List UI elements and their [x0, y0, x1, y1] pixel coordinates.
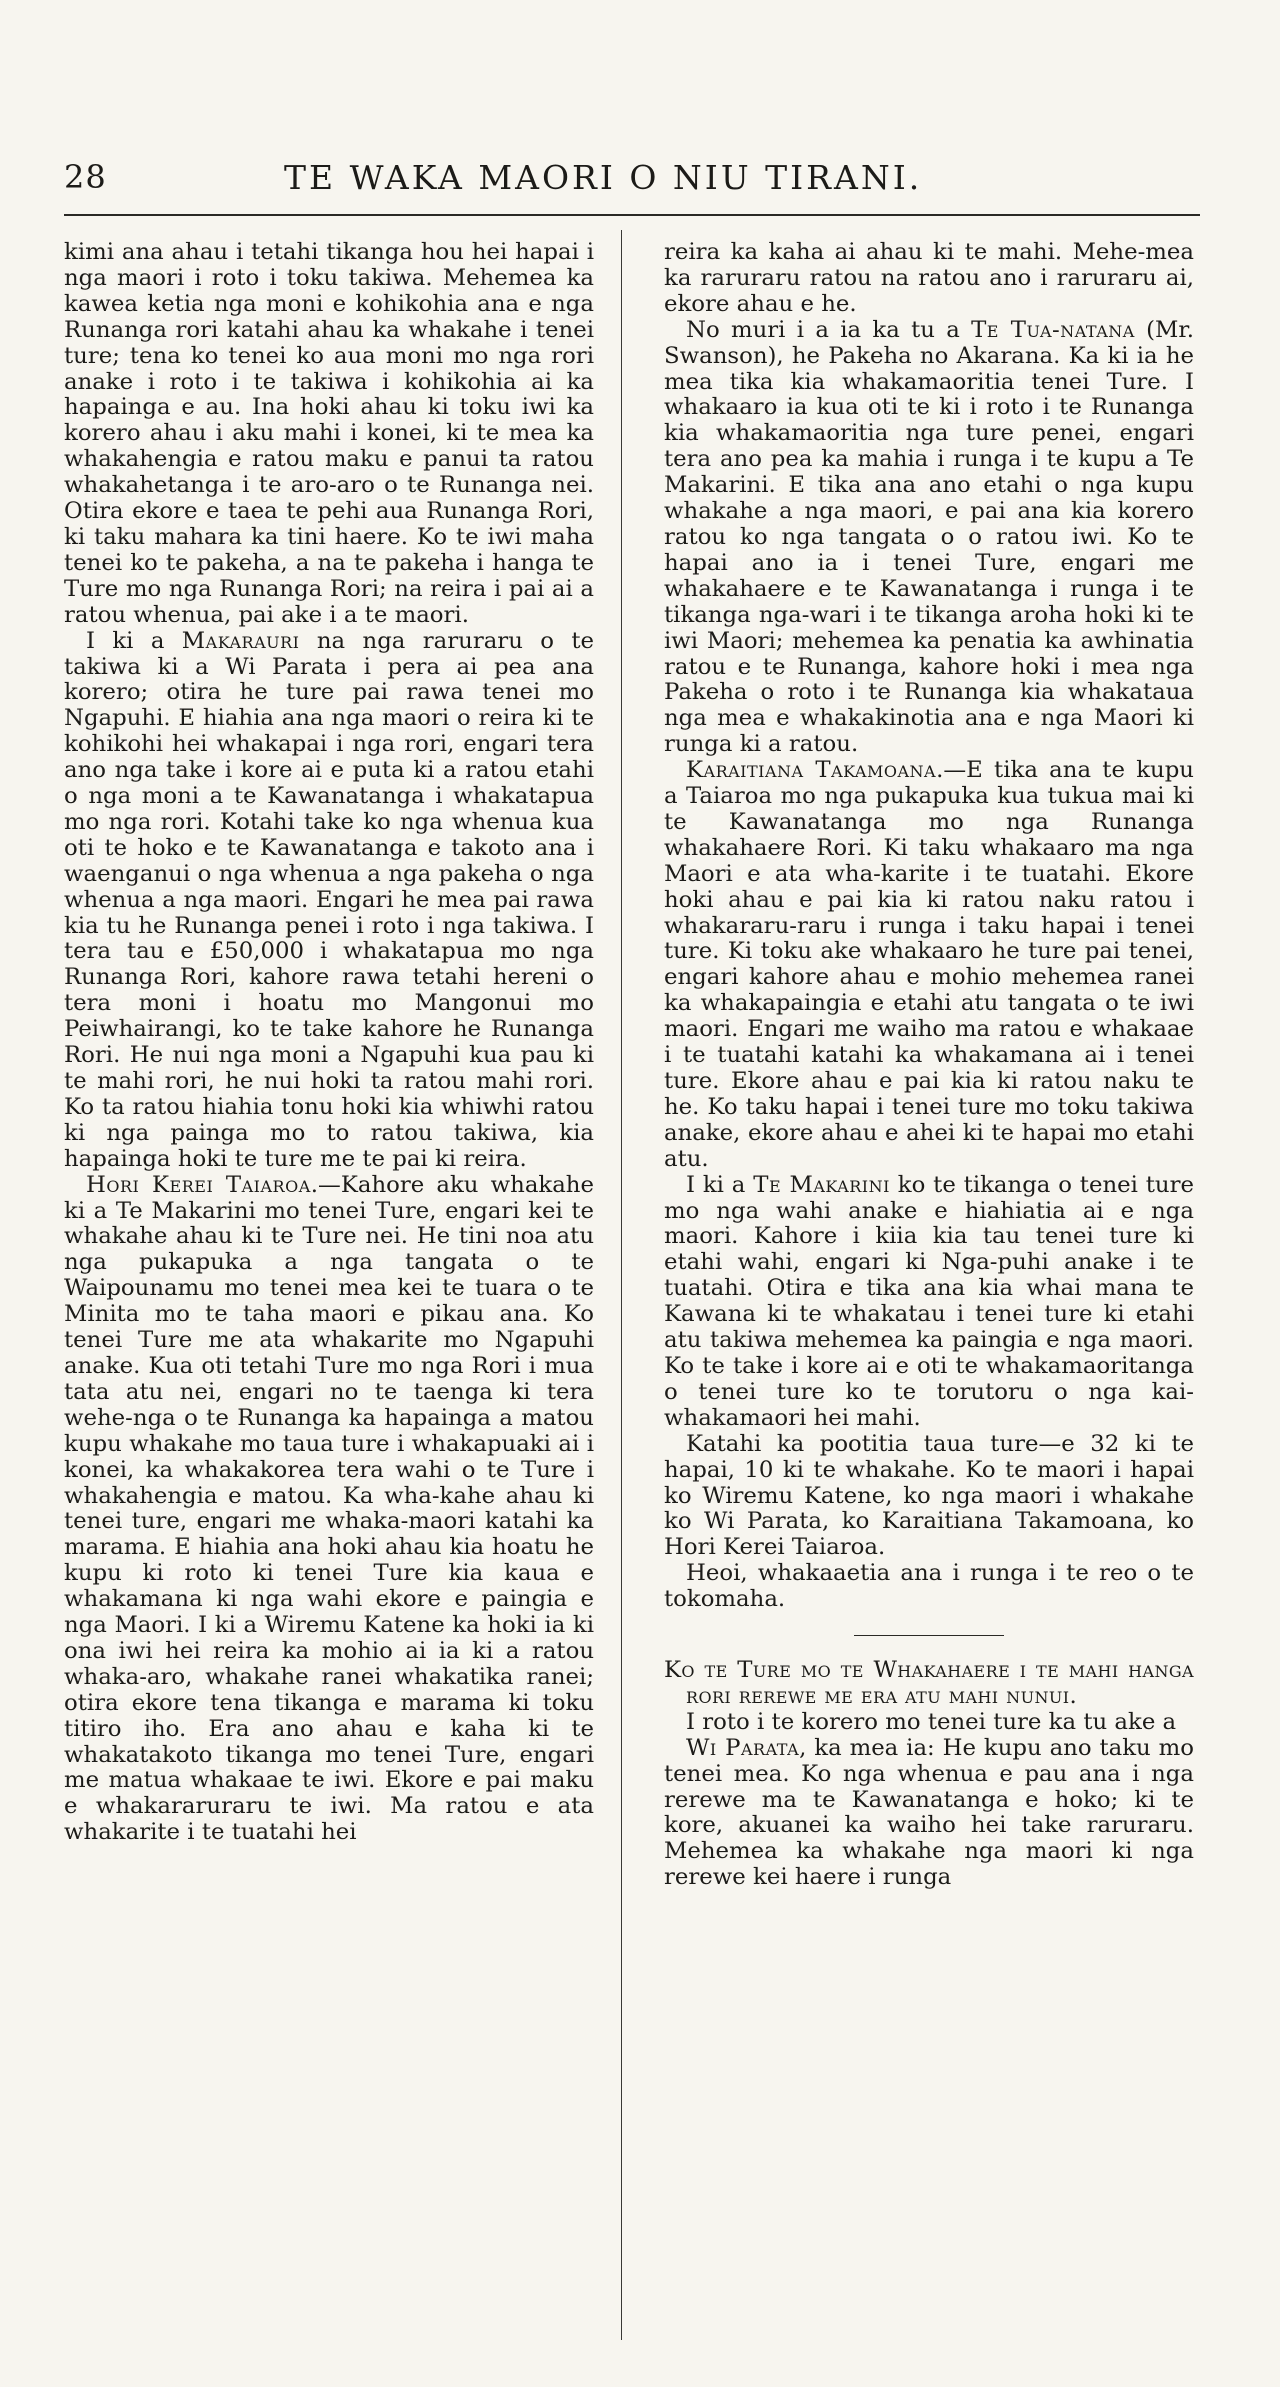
paragraph-text: .—E tika ana te kupu a Taiaroa mo nga pukapuka kua tukua mai ki te Kawanatanga mo nga Runanga whakahaere Rori. Ki taku whakaaro ma nga Maori e ata wha-karite i te tuatahi. Ekore hoki ahau e pai kia ki ratou naku ratou i whakararu-raru i runga i taku hapai i tenei ture. Ki toku ake whakaaro he ture pai tenei, engari kahore ahau e mohio mehemea ranei ka whakapaingia e etahi atu tangata o te iwi maori. Engari me waiho ma ratou e whakaae i te tuatahi katahi ka whakamana ai i tenei ture. Ekore ahau e pai kia ki ratou naku te he. Ko taku hapai i tenei ture mo toku takiwa anake, ekore ahau e ahei ki te hapai mo etahi atu.	[664, 757, 1194, 1172]
paragraph: Heoi, whakaaetia ana i runga i te reo o te tokomaha.	[664, 1560, 1194, 1613]
paragraph	[64, 1173, 594, 1847]
speaker-name: Te Tua-natana	[971, 316, 1135, 343]
paragraph	[664, 1736, 1194, 1891]
paragraph-text: na nga raruraru o te takiwa ki a Wi Parata i pera ai pea ana korero; otira he ture pai rawa tenei mo Ngapuhi. E hiahia ana nga maori o reira ki te kohikohi hei whakapai i nga rori, engari tera ano nga take i kore ai e puta ki a ratou etahi o nga moni a te Kawanatanga i whakatapua mo nga rori. Kotahi take ko nga whenua kua oti te hoko e te Kawanatanga e takoto ana i waenganui o nga whenua a nga pakeha o nga whenua a nga maori. Engari he mea pai rawa kia tu he Runanga penei i roto i nga takiwa. I tera tau e £50,000 i whakatapua mo nga Runanga Rori, kahore rawa tetahi hereni o tera moni i hoatu mo Mangonui mo Peiwhairangi, ko te take kahore he Runanga Rori. He nui nga moni a Ngapuhi kua pau ki te mahi rori, he nui hoki ta ratou mahi rori. Ko ta ratou hiahia tonu hoki kia whiwhi ratou ki nga painga mo to ratou takiwa, kia hapainga hoki te ture me te pai ki reira.	[64, 627, 594, 1172]
paragraph: Katahi ka pootitia taua ture—e 32 ki te hapai, 10 ki te whakahe. Ko te maori i hapai ko Wiremu Katene, ko nga maori i whakahe ko Wi Parata, ko Karaitiana Takamoana, ko Hori Kerei Taiaroa.	[664, 1430, 1194, 1561]
column-divider	[621, 230, 622, 2340]
paragraph	[664, 1173, 1194, 1432]
paragraph	[664, 758, 1194, 1173]
left-column	[64, 240, 594, 1846]
speaker-name: Karaitiana Takamoana	[686, 757, 937, 784]
page-header	[64, 150, 1200, 210]
paragraph: reira ka kaha ai ahau ki te mahi. Mehe-mea ka raruraru ratou na ratou ano i raruraru ai, ekore ahau e he.	[664, 239, 1194, 317]
speaker-name: Wi Parata	[686, 1734, 800, 1761]
paragraph-text: (Mr. Swanson), he Pakeha no Akarana. Ka ki ia he mea tika kia whakamaoritia tenei Ture. I whakaaro ia kua oti te ki i roto i te Runanga kia whakamaoritia nga ture penei, engari tera ano pea ka mahia i runga i te kupu a Te Makarini. E tika ana ano etahi o nga kupu whakahe a nga maori, e pai ana kia korero ratou ko nga tangata o o ratou iwi. Ko te hapai ano ia i tenei Ture, engari me whakahaere e te Kawanatanga i runga i te tikanga nga-wari i te tikanga aroha hoki ki te iwi Maori; mehemea ka penatia ka awhinatia ratou e te Runanga, kahore hoki i mea nga Pakeha o roto i te Runanga kia whakataua nga mea e whakakinotia ana e nga Maori ki runga ki a ratou.	[664, 316, 1194, 758]
paragraph-lead: I ki a	[86, 627, 182, 654]
paragraph	[64, 629, 594, 1173]
header-rule	[64, 214, 1200, 216]
page-number: 28	[64, 158, 107, 196]
section-heading: Ko te Ture mo te Whakahaere i te mahi hanga rori rerewe me era atu mahi nunui.	[664, 1657, 1194, 1709]
paragraph-text: .—Kahore aku whakahe ki a Te Makarini mo tenei Ture, engari kei te whakahe ahau ki te Ture nei. He tini noa atu nga pukapuka a nga tangata o te Waipounamu mo tenei mea kei te tuara o te Minita mo te taha maori e pikau ana. Ko tenei Ture me ata whakarite mo Ngapuhi anake. Kua oti tetahi Ture mo nga Rori i mua tata atu nei, engari no te taenga ki tera wehe-nga o te Runanga ka hapainga a matou kupu whakahe mo taua ture i whakapuaki ai i konei, ka whakakorea tera wahi o te Ture i whakahengia e matou. Ka wha-kahe ahau ki tenei ture, engari me whaka-maori katahi ka marama. E hiahia ana hoki ahau kia hoatu he kupu ki roto ki tenei Ture kia kaua e whakamana ki nga wahi ekore e paingia e nga Maori. I ki a Wiremu Katene ka hoki ia ki ona iwi hei reira ka mohio ai ia ki a ratou whaka-aro, whakahe ranei whakatika ranei; otira ekore tena tikanga e marama ki toku titiro iho. Era ano ahau e kaha ki te whakatakoto tikanga mo tenei Ture, engari me matua whakaae te iwi. Ekore e pai maku e whakararuraru te iwi. Ma ratou e ata whakarite i te tuatahi hei	[64, 1171, 594, 1846]
paragraph: kimi ana ahau i tetahi tikanga hou hei hapai i nga maori i roto i toku takiwa. Mehemea ka kawea ketia nga moni e kohikohia ana e nga Runanga rori katahi ahau ka whakahe i tenei ture; tena ko tenei ko aua moni mo nga rori anake i roto i te takiwa i kohikohia ai ka hapainga e au. Ina hoki ahau ki toku iwi ka korero ahau i aku mahi i konei, ki te mea ka whakahengia e ratou maku e panui ta ratou whakahetanga i te aro-aro o te Runanga nei. Otira ekore e taea te pehi aua Runanga Rori, ki taku mahara ka tini haere. Ko te iwi maha tenei ko te pakeha, a na te pakeha i hanga te Ture mo nga Runanga Rori; na reira i pai ai a ratou whenua, pai ake i a te maori.	[64, 239, 594, 628]
paragraph-text: ko te tikanga o tenei ture mo nga wahi anake e hiahiatia ai e nga maori. Kahore i kiia kia tau tenei ture ki etahi wahi, engari ki Nga-puhi anake i te tuatahi. Otira e tika ana kia whai mana te Kawana ki te whakatau i tenei ture ki etahi atu takiwa mehemea ka paingia e nga maori. Ko te take i kore ai e oti te whakamaoritanga o tenei ture ko te torutoru o nga kai-whakamaori hei mahi.	[664, 1171, 1195, 1431]
section-divider	[854, 1635, 1004, 1636]
paragraph	[664, 318, 1194, 758]
paragraph: I roto i te korero mo tenei ture ka tu ake a	[686, 1708, 1177, 1735]
speaker-name: Hori Kerei Taiaroa	[86, 1171, 311, 1198]
running-title: TE WAKA MAORI O NIU TIRANI.	[284, 158, 923, 197]
right-column	[664, 240, 1194, 1891]
paragraph-lead: No muri i a ia ka tu a	[686, 316, 972, 343]
paragraph-text: , ka mea ia: He kupu ano taku mo tenei mea. Ko nga whenua e pau ana i nga rerewe ma te Kawanatanga e hoko; ki te kore, akuanei ka waiho hei take raruraru. Mehemea ka whakahe nga maori ki nga rerewe kei haere i runga	[664, 1734, 1194, 1891]
speaker-name: Makarauri	[181, 627, 300, 654]
speaker-name: Te Makarini	[753, 1171, 890, 1198]
paragraph-lead: I ki a	[686, 1171, 754, 1198]
